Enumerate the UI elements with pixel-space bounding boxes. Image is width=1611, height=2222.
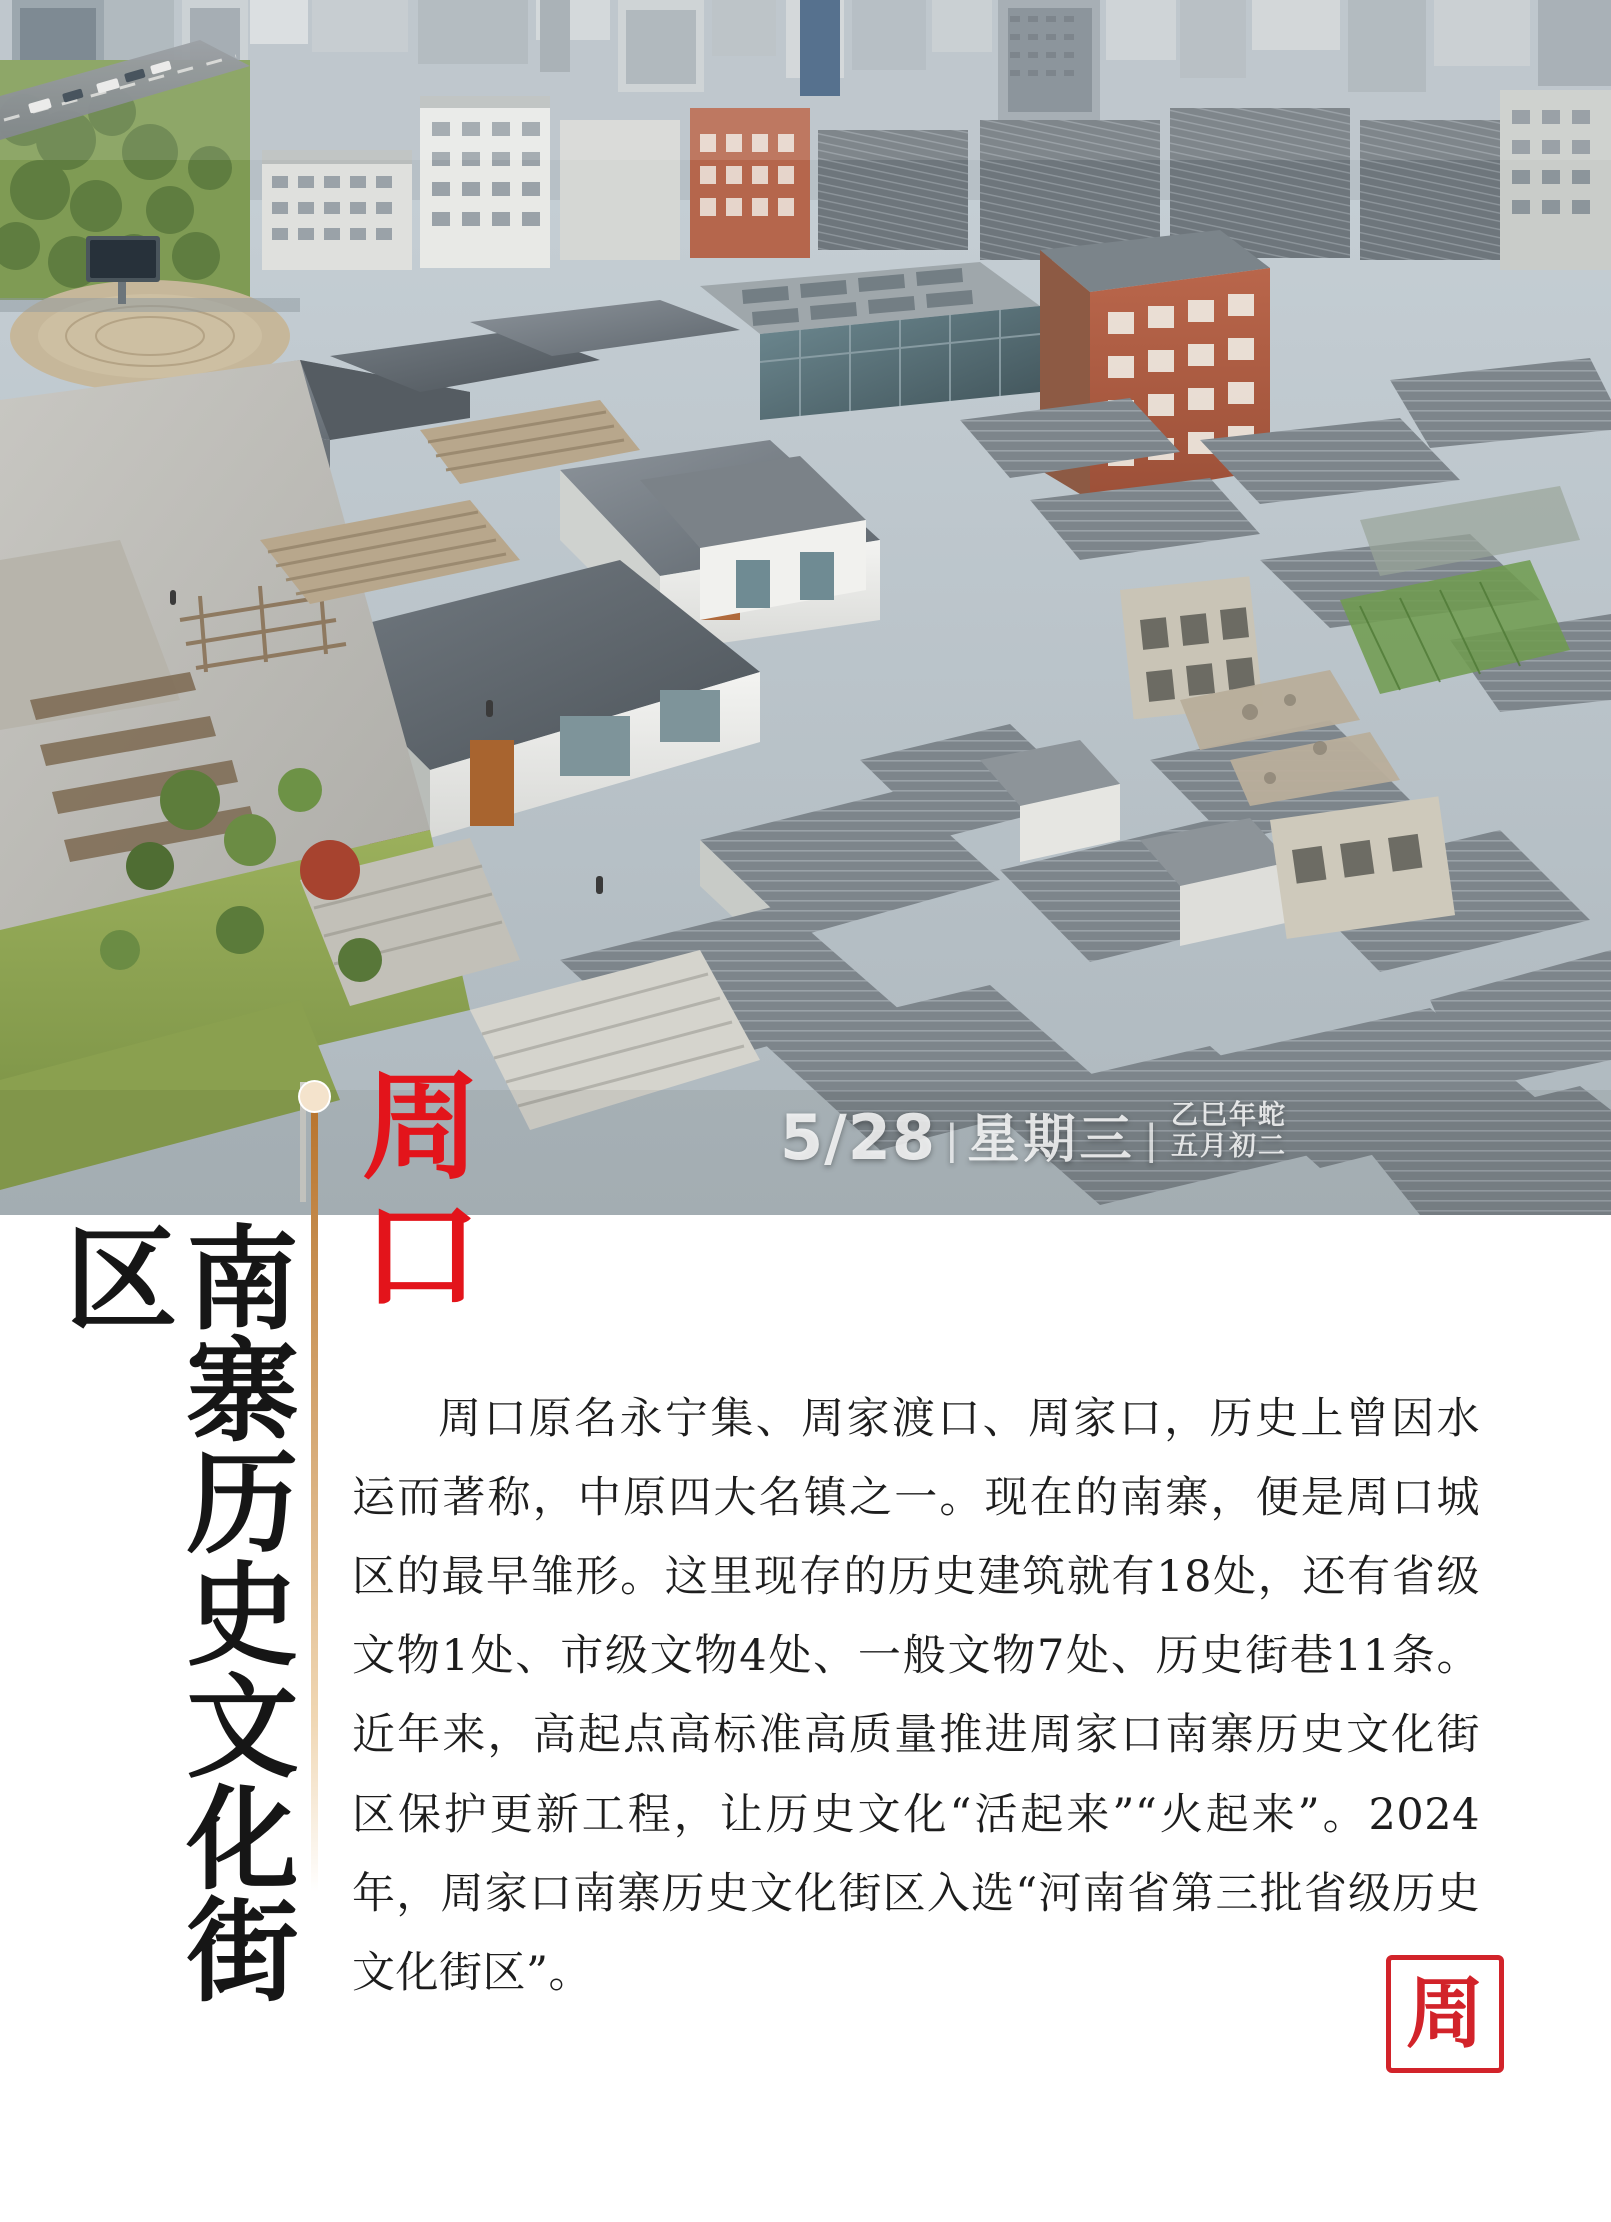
city-name-char-1: 周	[362, 1057, 481, 1196]
date-separator-2: |	[1145, 1115, 1157, 1165]
city-name	[362, 1057, 512, 1325]
date-weekday: 星期三	[967, 1111, 1136, 1170]
body-paragraph: 周口原名永宁集、周家渡口、周家口，历史上曾因水运而著称，中原四大名镇之一。现在的南寨，便是周口城区的最早雏形。这里现存的历史建筑就有18处，还有省级文物1处、市级文物4处、一般文物7处、历史街巷11条。近年来，高起点高标准高质量推进周家口南寨历史文化街区保护更新工程，让历史文化“活起来”“火起来”。2024年，周家口南寨历史文化街区入选“河南省第三批省级历史文化街区”。	[352, 1394, 1480, 1998]
lunar-date-group	[1167, 1100, 1287, 1166]
date-overlay	[780, 1100, 1287, 1175]
lunar-year: 乙巳年蛇	[1170, 1100, 1287, 1130]
date-day-month: 5/28	[780, 1101, 937, 1175]
lunar-day: 五月初二	[1170, 1131, 1287, 1162]
city-name-char-2: 口	[362, 1185, 481, 1325]
date-separator-1: |	[946, 1115, 958, 1165]
page-title: 南寨历史文化街区	[47, 1220, 299, 2004]
seal-stamp: 周	[1386, 1955, 1504, 2073]
vertical-divider	[311, 1112, 318, 1892]
divider-dot	[300, 1082, 329, 1111]
